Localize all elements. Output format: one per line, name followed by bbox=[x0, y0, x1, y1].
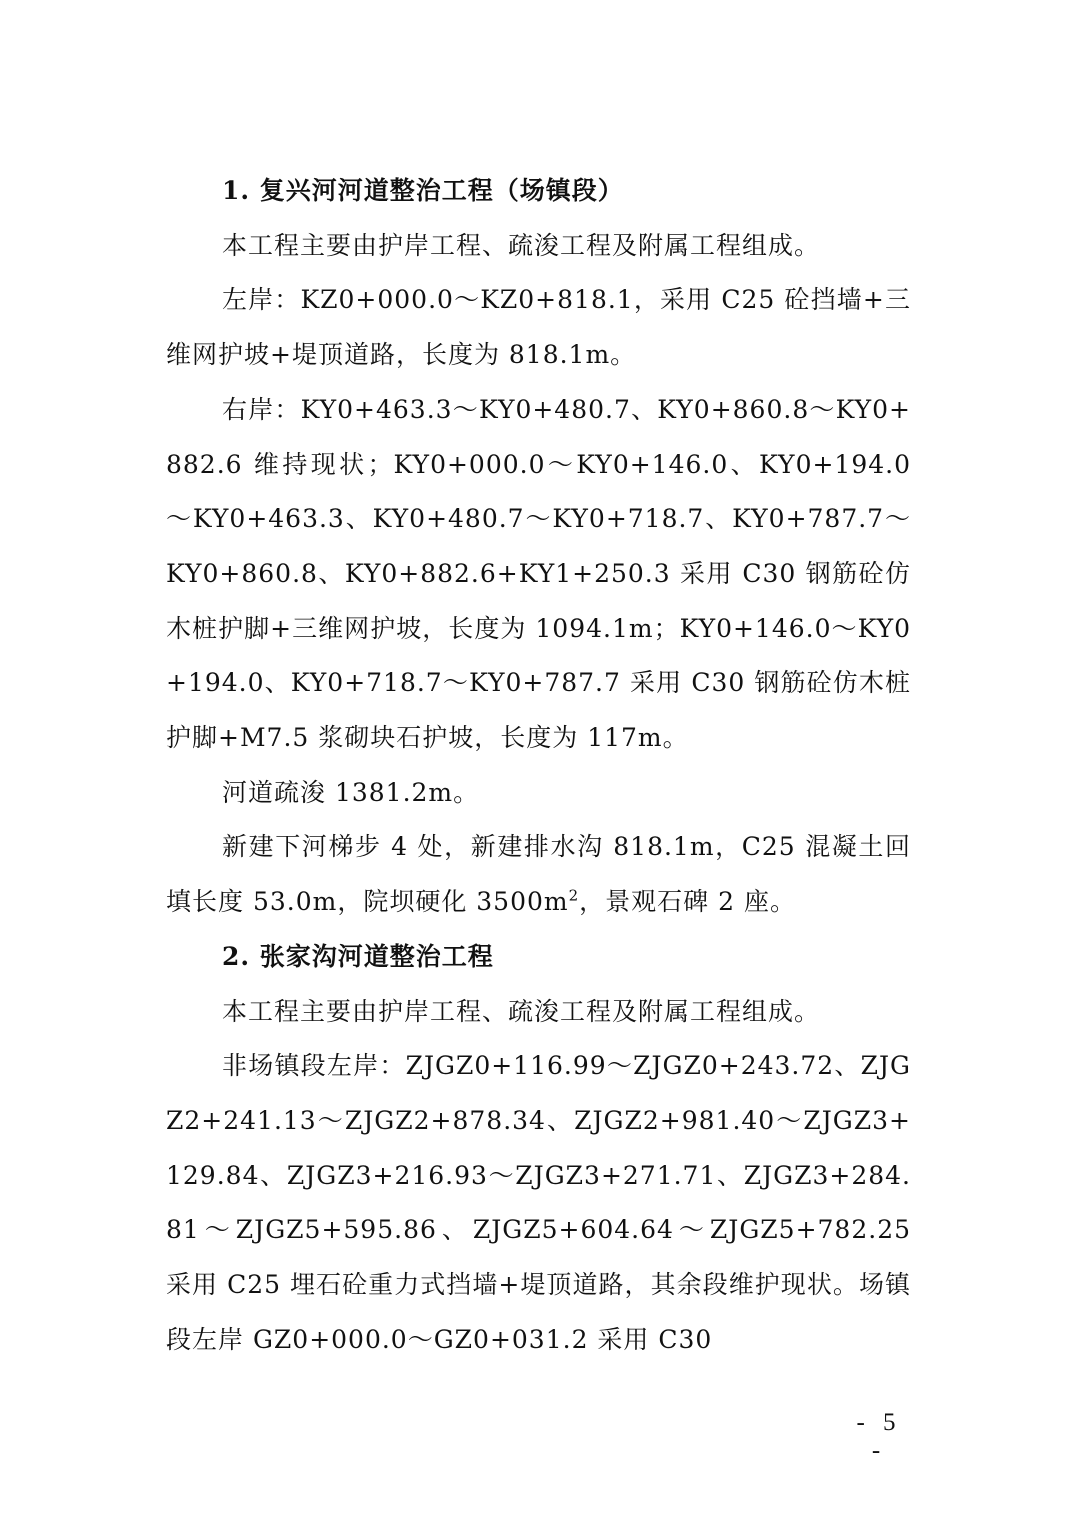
section-1-ancillary bbox=[166, 820, 911, 929]
section-1-intro: 本工程主要由护岸工程、疏浚工程及附属工程组成。 bbox=[222, 230, 821, 260]
section-1-heading: 1. 复兴河河道整治工程（场镇段） bbox=[222, 176, 624, 205]
superscript-2: 2 bbox=[568, 886, 580, 905]
section-1-right-bank: 右岸：KY0+463.3～KY0+480.7、KY0+860.8～KY0+882.6 维持现状；KY0+000.0～KY0+146.0、KY0+194.0～KY0+463.3、KY0+480.7～KY0+718.7、KY0+787.7～KY0+860.8、KY0+882.6+KY1+250.3 采用 C30 钢筋砼仿木桩护脚+三维网护坡，长度为 1094.1m；KY0+146.0～KY0+194.0、KY0+718.7～KY0+787.7 采用 C30 钢筋砼仿木桩护脚+M7.5 浆砌块石护坡，长度为 117m。 bbox=[166, 394, 911, 753]
ancillary-text-end: ，景观石碑 2 座。 bbox=[579, 887, 796, 917]
section-1-left-bank: 左岸：KZ0+000.0～KZ0+818.1，采用 C25 砼挡墙+三维网护坡+堤顶道路，长度为 818.1m。 bbox=[166, 285, 911, 370]
ancillary-text: 新建下河梯步 4 处，新建排水沟 818.1m，C25 混凝土回填长度 53.0m，院坝硬化 3500m bbox=[166, 832, 911, 917]
section-1-dredging: 河道疏浚 1381.2m。 bbox=[222, 777, 480, 807]
section-2-left-bank: 非场镇段左岸：ZJGZ0+116.99～ZJGZ0+243.72、ZJGZ2+241.13～ZJGZ2+878.34、ZJGZ2+981.40～ZJGZ3+129.84、ZJGZ3+216.93～ZJGZ3+271.71、ZJGZ3+284.81～ZJGZ5+595.86、ZJGZ5+604.64～ZJGZ5+782.25 采用 C25 埋石砼重力式挡墙+堤顶道路，其余段维护现状。场镇段左岸 GZ0+000.0～GZ0+031.2 采用 C30 bbox=[166, 1051, 911, 1354]
document-body bbox=[166, 164, 911, 1367]
section-2-intro: 本工程主要由护岸工程、疏浚工程及附属工程组成。 bbox=[222, 996, 821, 1026]
section-2-heading: 2. 张家沟河道整治工程 bbox=[222, 941, 494, 971]
page-number: - 5 - bbox=[856, 1409, 902, 1464]
